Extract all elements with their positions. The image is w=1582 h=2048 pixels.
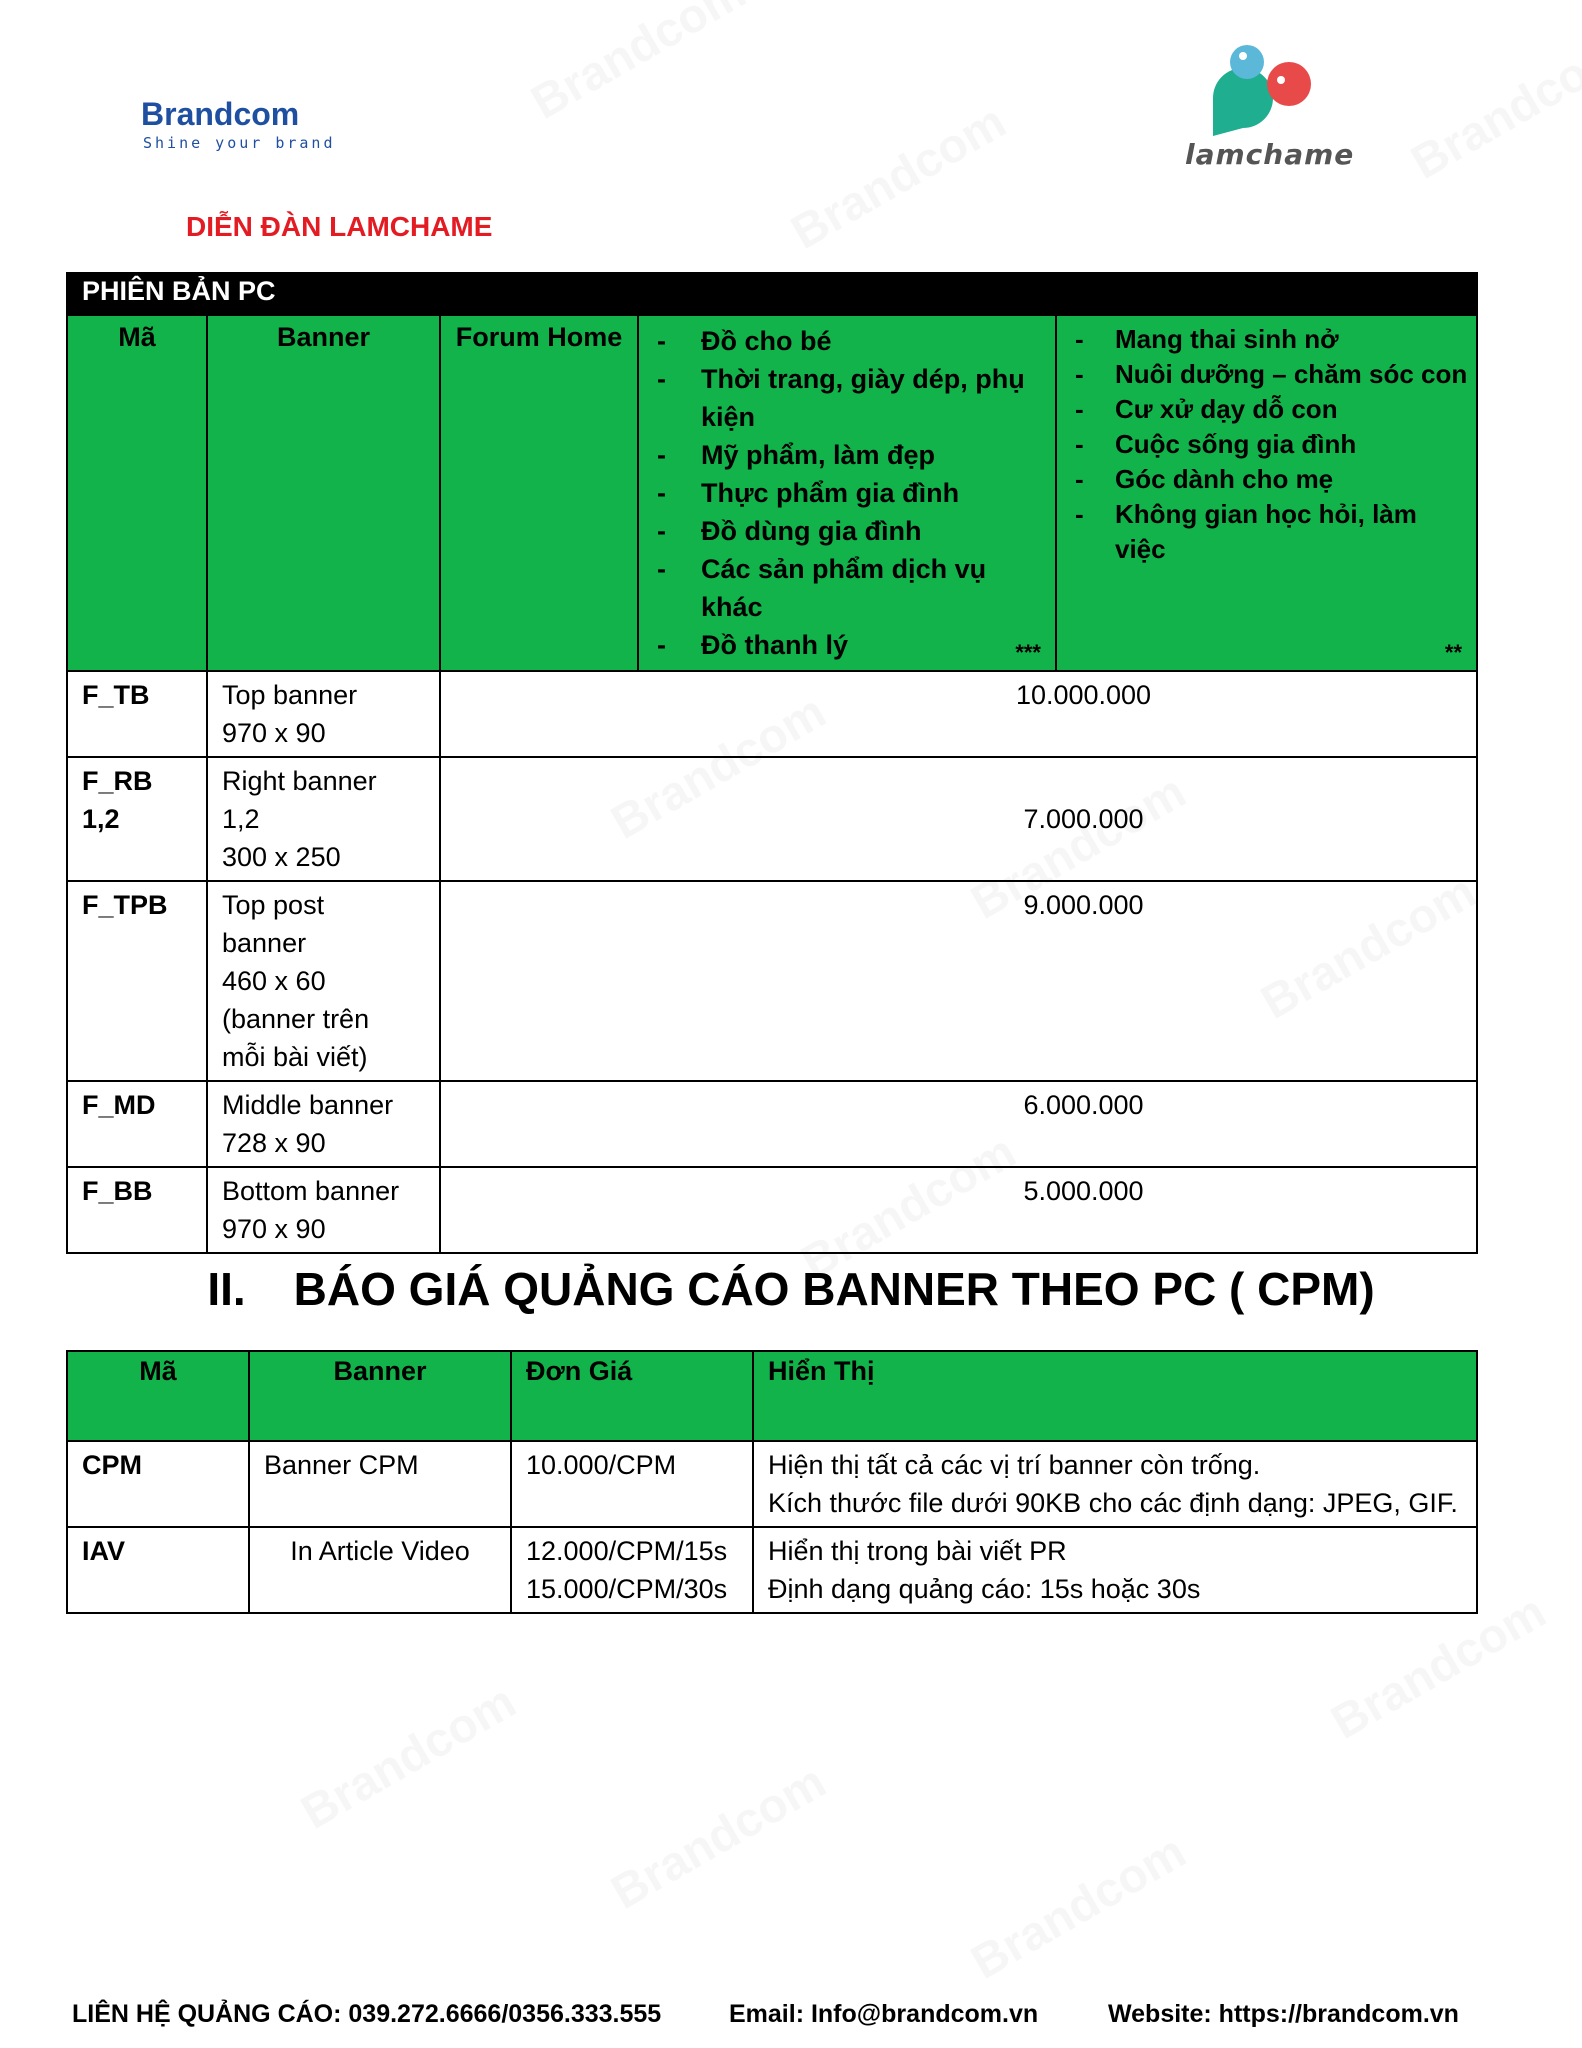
header-code: Mã <box>67 315 207 671</box>
banner-code: F_TB <box>67 671 207 757</box>
category-item: - Mỹ phẩm, làm đẹp <box>651 436 1051 474</box>
category-item: - Cuộc sống gia đình <box>1069 427 1472 462</box>
banner-description: Bottom banner 970 x 90 <box>207 1167 440 1253</box>
banner-description: Top post banner 460 x 60 (banner trên mỗi bài viết) <box>207 881 440 1081</box>
lamchame-wordmark: lamchame <box>1185 138 1355 171</box>
price-value: 9.000.000 <box>1023 890 1144 920</box>
category-item: - Mang thai sinh nở <box>1069 322 1472 357</box>
cpm-price: 12.000/CPM/15s 15.000/CPM/30s <box>511 1527 753 1613</box>
cpm-code: IAV <box>67 1527 249 1613</box>
banner-code: F_RB 1,2 <box>67 757 207 881</box>
lamchame-logo <box>1185 40 1365 175</box>
header-forum-home: Forum Home <box>440 315 638 671</box>
brandcom-tagline: Shine your brand <box>143 134 336 152</box>
price-cell <box>440 671 1477 757</box>
category-item: - Đồ thanh lý <box>651 626 1051 664</box>
header-category-group-1 <box>638 315 1056 671</box>
section-heading <box>0 1262 1582 1316</box>
price-cell <box>440 757 1477 881</box>
watermark <box>1402 24 1582 190</box>
watermark <box>602 1754 835 1920</box>
cpm-display: Hiện thị tất cả các vị trí banner còn trống. Kích thước file dưới 90KB cho các định dạng: JPEG, GIF. <box>753 1441 1477 1527</box>
category-item: - Góc dành cho mẹ <box>1069 462 1472 497</box>
lamchame-bubbles-icon <box>1185 40 1365 140</box>
price-value: 6.000.000 <box>1023 1090 1144 1120</box>
header-row <box>67 315 1477 671</box>
pc-pricing-table <box>66 272 1478 1254</box>
cpm-display: Hiển thị trong bài viết PR Định dạng quảng cáo: 15s hoặc 30s <box>753 1527 1477 1613</box>
header-code: Mã <box>67 1351 249 1441</box>
category-item: - Không gian học hỏi, làm việc <box>1069 497 1472 567</box>
category-item: - Các sản phẩm dịch vụ khác <box>651 550 1051 626</box>
price-value: 7.000.000 <box>1023 804 1144 834</box>
cpm-code: CPM <box>67 1441 249 1527</box>
forum-title: DIỄN ĐÀN LAMCHAME <box>186 211 493 242</box>
category-item: - Đồ dùng gia đình <box>651 512 1051 550</box>
banner-code: F_TPB <box>67 881 207 1081</box>
table-row <box>67 1081 1477 1167</box>
category-item: - Thời trang, giày dép, phụ kiện <box>651 360 1051 436</box>
watermark <box>292 1674 525 1840</box>
header-category-group-2 <box>1056 315 1477 671</box>
category-item: - Thực phẩm gia đình <box>651 474 1051 512</box>
price-value: 5.000.000 <box>1023 1176 1144 1206</box>
table-row <box>67 757 1477 881</box>
category-list <box>1061 322 1472 567</box>
section-title: BÁO GIÁ QUẢNG CÁO BANNER THEO PC ( CPM) <box>293 1263 1375 1315</box>
header-price: Đơn Giá <box>511 1351 753 1441</box>
brandcom-wordmark: Brandcom <box>141 96 300 132</box>
banner-code: F_MD <box>67 1081 207 1167</box>
category-item: - Cư xử dạy dỗ con <box>1069 392 1472 427</box>
watermark <box>782 94 1015 260</box>
table-row <box>67 881 1477 1081</box>
table-row <box>67 1441 1477 1527</box>
price-value: 10.000.000 <box>1015 680 1152 710</box>
price-cell <box>440 881 1477 1081</box>
header-row <box>67 1351 1477 1441</box>
cpm-banner: In Article Video <box>249 1527 511 1613</box>
table-row <box>67 1527 1477 1613</box>
table-row <box>67 1167 1477 1253</box>
category-item: - Đồ cho bé <box>651 322 1051 360</box>
category-item: - Nuôi dưỡng – chăm sóc con <box>1069 357 1472 392</box>
header-banner: Banner <box>207 315 440 671</box>
cpm-price: 10.000/CPM <box>511 1441 753 1527</box>
table-row <box>67 671 1477 757</box>
price-cell <box>440 1081 1477 1167</box>
group2-mark: ** <box>1444 640 1463 665</box>
banner-code: F_BB <box>67 1167 207 1253</box>
brandcom-logo <box>103 80 433 180</box>
footer-email: Email: Info@brandcom.vn <box>729 2000 1039 2028</box>
banner-description: Middle banner 728 x 90 <box>207 1081 440 1167</box>
group1-mark: *** <box>1015 640 1041 665</box>
footer-website: Website: https://brandcom.vn <box>1108 2000 1459 2028</box>
section-number: II. <box>207 1263 246 1315</box>
banner-description: Right banner 1,2 300 x 250 <box>207 757 440 881</box>
banner-description: Top banner 970 x 90 <box>207 671 440 757</box>
footer-contact: LIÊN HỆ QUẢNG CÁO: 039.272.6666/0356.333.555 <box>72 2000 662 2028</box>
price-cell <box>440 1167 1477 1253</box>
watermark <box>962 1824 1195 1990</box>
header-banner: Banner <box>249 1351 511 1441</box>
section-label: PHIÊN BẢN PC <box>67 273 1477 315</box>
watermark <box>522 0 755 131</box>
header-display: Hiển Thị <box>753 1351 1477 1441</box>
category-list <box>643 322 1051 664</box>
section-row <box>67 273 1477 315</box>
cpm-banner: Banner CPM <box>249 1441 511 1527</box>
cpm-pricing-table <box>66 1350 1478 1614</box>
